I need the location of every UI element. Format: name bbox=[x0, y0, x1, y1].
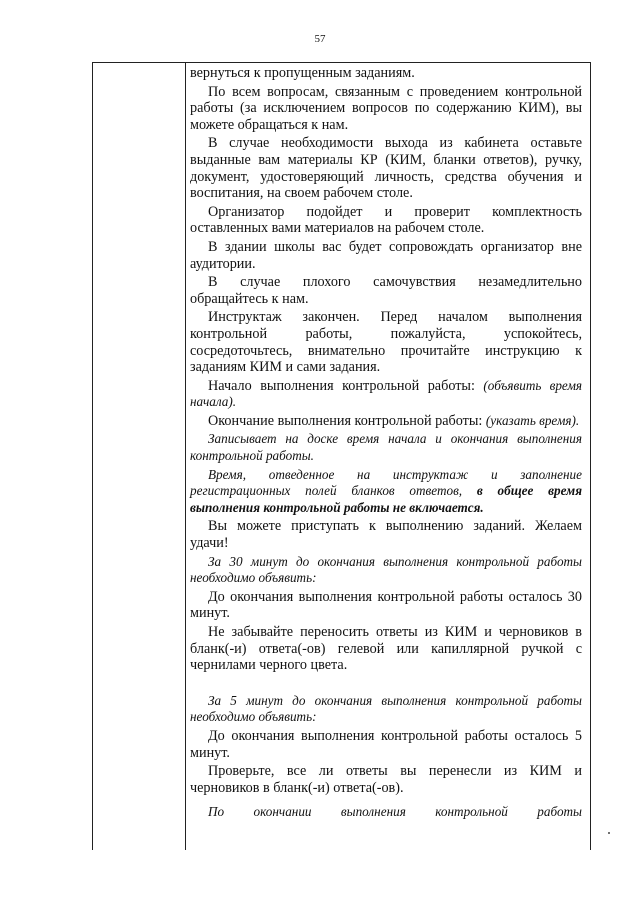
instruction-table bbox=[92, 62, 591, 850]
paragraph: До окончания выполнения контрольной работы осталось 5 минут. bbox=[190, 727, 582, 761]
instruction-note: За 5 минут до окончания выполнения контрольной работы необходимо объявить: bbox=[190, 692, 582, 725]
paragraph: В здании школы вас будет сопровождать организатор вне аудитории. bbox=[190, 238, 582, 272]
paragraph: До окончания выполнения контрольной работы осталось 30 минут. bbox=[190, 588, 582, 622]
paragraph: вернуться к пропущенным заданиям. bbox=[190, 65, 415, 81]
paragraph-end-time bbox=[190, 413, 582, 430]
paragraph: В случае плохого самочувствия незамедлительно обращайтесь к нам. bbox=[190, 274, 582, 307]
instruction-note: За 30 минут до окончания выполнения контрольной работы необходимо объявить: bbox=[190, 553, 582, 586]
end-time-label: Окончание выполнения контрольной работы: bbox=[208, 412, 486, 429]
paragraph: Проверьте, все ли ответы вы перенесли из КИМ и черновиков в бланк(-и) ответа(-ов). bbox=[190, 763, 582, 796]
instruction-note: Записывает на доске время начала и окончания выполнения контрольной работы. bbox=[190, 431, 582, 464]
time-note-emphasis: в общее время выполнения контрольной работы не включается. bbox=[190, 483, 582, 515]
instruction-text-column bbox=[190, 65, 582, 823]
column-divider bbox=[185, 63, 186, 850]
end-time-note: (указать время). bbox=[485, 412, 580, 428]
start-time-label: Начало выполнения контрольной работы: bbox=[208, 377, 484, 394]
instruction-note bbox=[190, 467, 582, 517]
paragraph: Организатор подойдет и проверит комплектность оставленных вами материалов на рабочем столе. bbox=[190, 203, 582, 237]
paragraph: По всем вопросам, связанным с проведением контрольной работы (за исключением вопросов по содержанию КИМ), вы можете обращаться к нам. bbox=[190, 83, 582, 133]
paragraph: Не забывайте переносить ответы из КИМ и черновиков в бланк(-и) ответа(-ов) гелевой или капиллярной ручкой с чернилами черного цвета. bbox=[190, 624, 582, 674]
paragraph: Инструктаж закончен. Перед началом выполнения контрольной работы, пожалуйста, успокойтесь, сосредоточьтесь, внимательно прочитайте инструкцию к заданиям КИМ и сами задания. bbox=[190, 309, 582, 376]
instruction-note: По окончании выполнения контрольной работы bbox=[208, 804, 582, 820]
scan-dot bbox=[608, 832, 610, 834]
page-number: 57 bbox=[314, 33, 326, 45]
paragraph: Вы можете приступать к выполнению заданий. Желаем удачи! bbox=[190, 518, 582, 552]
paragraph-start-time bbox=[190, 378, 582, 411]
paragraph: В случае необходимости выхода из кабинета оставьте выданные вам материалы КР (КИМ, бланки ответов), ручку, документ, удостоверяющий личность, средства обучения и воспитания, на своем рабочем столе. bbox=[190, 135, 582, 202]
blank-spacer bbox=[190, 676, 582, 693]
time-note-text: Время, отведенное на инструктаж и заполнение регистрационных полей бланков ответов, bbox=[190, 466, 582, 499]
start-time-note: (объявить время начала). bbox=[190, 377, 582, 410]
